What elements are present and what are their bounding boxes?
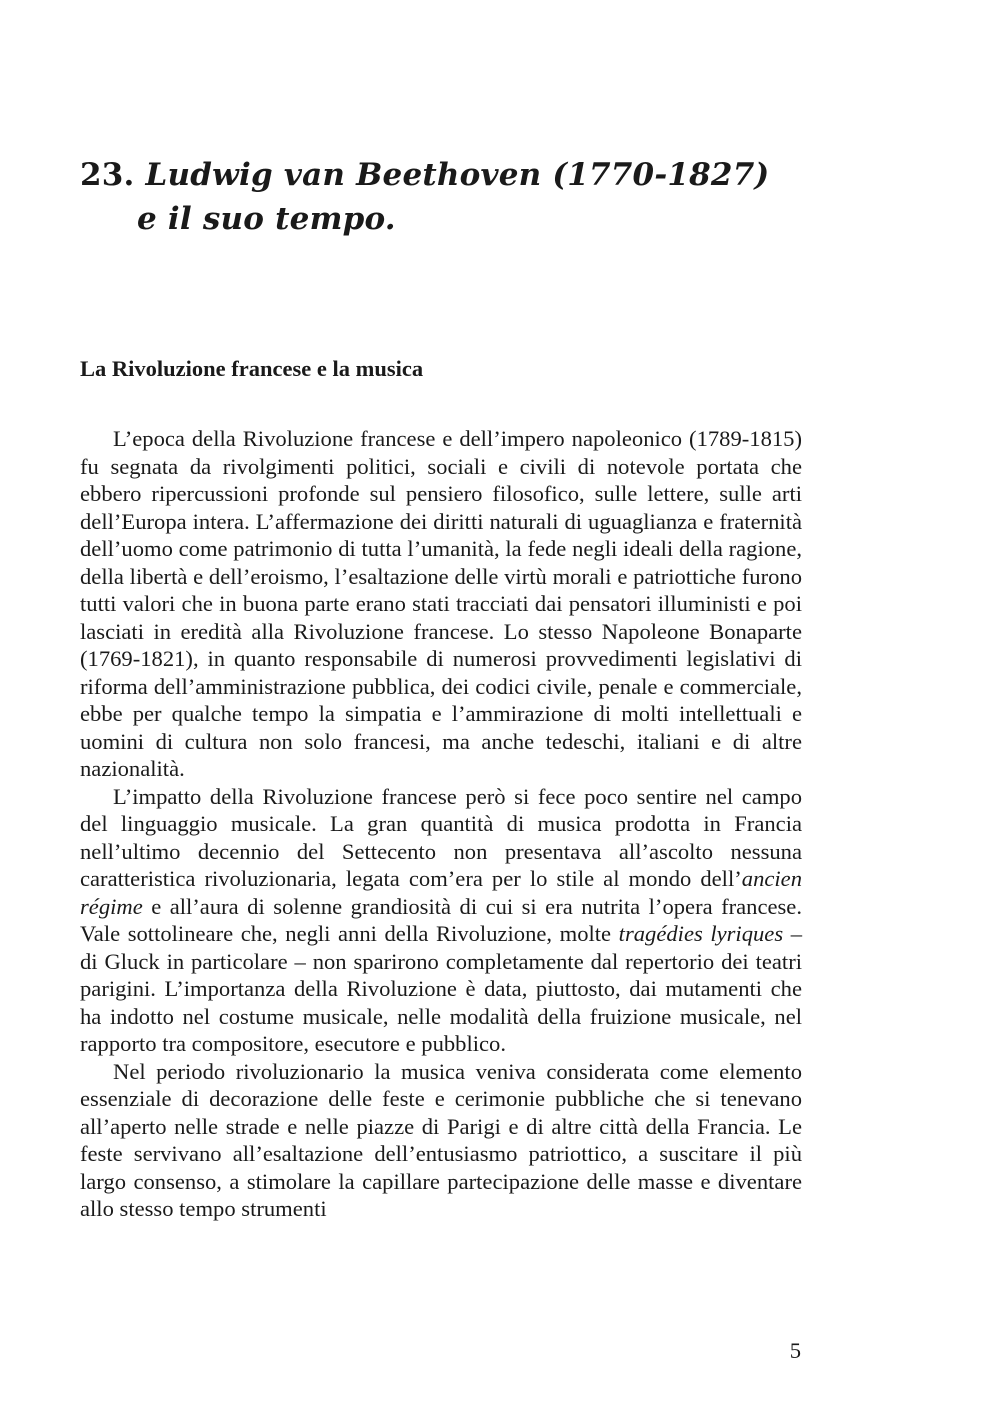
text-run: – di Gluck in particolare – non sparirono completamente dal repertorio dei teatri parigini. L’importanza della Rivoluzione è data, piuttosto, dai mutamenti che ha indotto nel costume musicale, nelle modalità della fruizione musicale, nel rapporto tra compositore, esecutore e pubblico. (80, 921, 802, 1056)
chapter-title-line-1: Ludwig van Beethoven (1770-1827) (145, 157, 770, 193)
italic-term: tragédies lyriques (618, 921, 784, 946)
italic-term: ancien régime (80, 866, 802, 919)
text-run: L’epoca della Rivoluzione francese e dell’impero napoleonico (1789-1815) fu segnata da rivolgimenti politici, sociali e civili di notevole portata che ebbero ripercussioni profonde sul pensiero filosofico, sulle lettere, sulle arti dell’Europa intera. L’affermazione dei diritti naturali di uguaglianza e fraternità dell’uomo come patrimonio di tutta l’umanità, la fede negli ideali della ragione, della libertà e dell’eroismo, l’esaltazione delle virtù morali e patriottiche furono tutti valori che in buona parte erano stati tracciati dai pensatori illuministi e poi lasciati in eredità alla Rivoluzione francese. Lo stesso Napoleone Bonaparte (1769-1821), in quanto responsabile di numerosi provvedimenti legislativi di riforma dell’amministrazione pubblica, dei codici civile, penale e commerciale, ebbe per qualche tempo la simpatia e l’ammirazione di molti intellettuali e uomini di cultura non solo francesi, ma anche tedeschi, italiani e di altre nazionalità. (80, 426, 802, 781)
text-run: Nel periodo rivoluzionario la musica veniva considerata come elemento essenziale di decorazione delle feste e cerimonie pubbliche che si tenevano all’aperto nelle strade e nelle piazze di Parigi e di altre città della Francia. Le feste servivano all’esaltazione dell’entusiasmo patriottico, a suscitare il più largo consenso, a stimolare la capillare partecipazione delle masse e diventare allo stesso tempo strumenti (80, 1058, 802, 1221)
chapter-number: 23. (80, 157, 135, 193)
text-run: L’impatto della Rivoluzione francese però si fece poco sentire nel campo del linguaggio musicale. La gran quantità di musica prodotta in Francia nell’ultimo decennio del Settecento non presentava all’ascolto nessuna caratteristica rivoluzionaria, legata com’era per lo stile al mondo dell’ (80, 783, 802, 891)
paragraph (80, 425, 802, 783)
chapter-title (80, 153, 840, 241)
paragraph (80, 1058, 802, 1223)
text-run: e all’aura di solenne grandiosità di cui si era nutrita l’opera francese. Vale sottolineare che, negli anni della Rivoluzione, molte (80, 893, 802, 946)
page-number: 5 (789, 1338, 801, 1363)
chapter-title-line-2: e il suo tempo. (137, 201, 396, 237)
section-heading: La Rivoluzione francese e la musica (80, 356, 424, 381)
paragraph (80, 783, 802, 1058)
body-text (80, 425, 802, 1223)
